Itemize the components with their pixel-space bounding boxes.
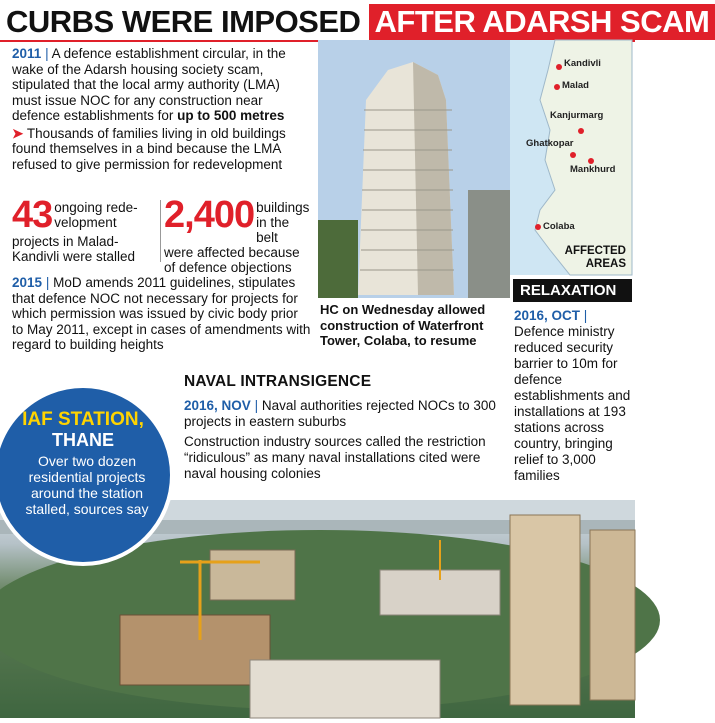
left-column: [12, 46, 312, 174]
p2011-text: A defence establishment circular, in the wake of the Adarsh housing society scam, stipulated that the local army authority (LMA) must issue NOC for any construction near defence establishments for: [12, 46, 286, 123]
affected-areas-label: [565, 245, 626, 271]
stat1-text-d: Kandivli were stalled: [12, 249, 136, 264]
map-dot-kandivli: [556, 64, 562, 70]
iaf-subtitle: THANE: [52, 430, 114, 450]
relaxation-text: Defence ministry reduced security barrier to 10m for defence establishments and installations at 193 stations across country, bringing relief to 3,000 families: [514, 324, 631, 483]
affected-line1: AFFECTED: [564, 245, 626, 257]
map-label-colaba: Colaba: [543, 221, 575, 232]
year-2011: 2011: [12, 46, 42, 61]
paragraph-2015: [12, 275, 312, 353]
separator: |: [583, 308, 588, 323]
map-label-kandivli: Kandivli: [564, 58, 601, 69]
naval-title: NAVAL INTRANSIGENCE: [184, 373, 372, 390]
paragraph-2011: [12, 46, 312, 124]
separator: |: [45, 46, 52, 61]
relaxation-date: 2016, OCT: [514, 308, 581, 323]
stat2-text-d: of defence objections: [164, 260, 292, 275]
stat1-text-b: velopment: [54, 215, 117, 230]
map-label-ghatkopar: Ghatkopar: [526, 138, 574, 149]
separator: |: [254, 398, 262, 413]
stats-divider: [160, 200, 161, 262]
stat2-number: 2,400: [164, 194, 255, 236]
separator: |: [45, 275, 54, 290]
tower-illustration: [318, 40, 510, 298]
stat2-text-b: in the belt: [256, 215, 290, 245]
bullet-paragraph: [12, 126, 312, 173]
stat1-text-a: ongoing rede-: [54, 200, 138, 215]
map-label-kanjurmarg: Kanjurmarg: [550, 110, 604, 121]
p2011-emphasis: up to 500 metres: [177, 108, 285, 123]
iaf-title: IAF STATION,: [22, 409, 144, 430]
photo1-caption: HC on Wednesday allowed construction of Waterfront Tower, Colaba, to resume: [320, 302, 486, 348]
bullet-text: Thousands of families living in old buildings found themselves in a bind because the LMA refused to give permission for redevelopment: [12, 125, 286, 172]
map-dot-kanjurmarg: [578, 128, 584, 134]
headline: [4, 4, 710, 40]
year-2015: 2015: [12, 275, 43, 290]
naval-date: 2016, NOV: [184, 398, 251, 413]
stat2-text-a: buildings: [256, 200, 310, 215]
stats-block: [12, 194, 312, 275]
stat2-text-c: were affected because: [164, 245, 300, 260]
affected-areas-map: [510, 40, 632, 275]
headline-part2: AFTER ADARSH SCAM: [369, 4, 715, 40]
map-label-malad: Malad: [562, 80, 589, 91]
affected-line2: AREAS: [585, 258, 626, 270]
naval-text2: Construction industry sources called the restriction “ridiculous” as many naval installations cited were naval housing colonies: [184, 434, 486, 481]
waterfront-tower-photo: [318, 40, 510, 298]
headline-part1: CURBS WERE IMPOSED: [6, 4, 361, 39]
arrow-right-icon: ➤: [12, 125, 24, 141]
stat1-number: 43: [12, 194, 53, 236]
naval-body: [184, 398, 508, 482]
relaxation-header: RELAXATION: [513, 279, 632, 302]
iaf-text: Over two dozen residential projects around the station stalled, sources say: [25, 453, 149, 517]
iaf-station-callout: [0, 384, 174, 566]
stat1-text-c: projects in Malad-: [12, 234, 119, 249]
stat-2400: [164, 196, 312, 275]
map-label-mankhurd: Mankhurd: [570, 164, 616, 175]
map-dot-colaba: [535, 224, 541, 230]
map-dot-malad: [554, 84, 560, 90]
naval-text1: Naval authorities rejected NOCs to 300 projects in eastern suburbs: [184, 398, 496, 429]
relaxation-body: [514, 308, 632, 484]
stat-43: [12, 196, 138, 264]
map-dot-ghatkopar: [570, 152, 576, 158]
p2015-text: MoD amends 2011 guidelines, stipulates that defence NOC not necessary for projects for which permission was issued by civic body prior to May 2011, except in cases of amendments with regard to building heights: [12, 275, 311, 352]
